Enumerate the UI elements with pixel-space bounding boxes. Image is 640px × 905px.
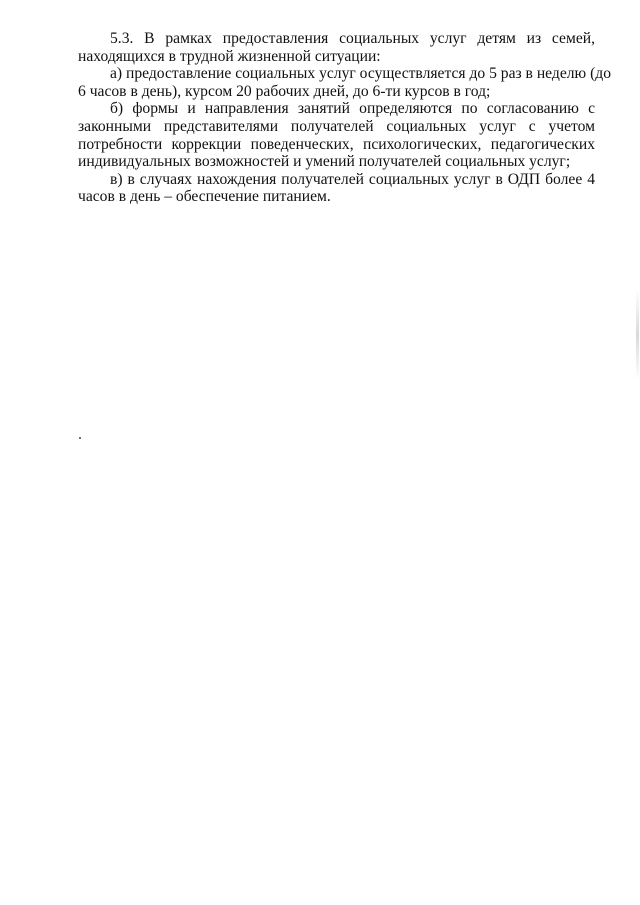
- text-line: а) предоставление социальных услуг осуществляется до 5 раз в неделю (до: [110, 65, 611, 83]
- paragraph-5-3: [78, 30, 595, 65]
- scan-artifact-dot: [79, 437, 81, 439]
- text-line: индивидуальных возможностей и умений получателей социальных услуг;: [78, 153, 571, 171]
- paragraph-v: [78, 171, 595, 206]
- paragraph-a: [78, 65, 611, 100]
- scan-edge-shadow: [636, 290, 639, 380]
- text-line: потребности коррекции поведенческих, психологических, педагогических: [78, 135, 595, 153]
- text-line: 5.3. В рамках предоставления социальных услуг детям из семей,: [110, 30, 595, 47]
- text-line: б) формы и направления занятий определяются по согласованию с: [110, 100, 595, 118]
- text-line: 6 часов в день), курсом 20 рабочих дней, до 6-ти курсов в год;: [78, 82, 491, 100]
- text-line: находящихся в трудной жизненной ситуации:: [78, 47, 381, 65]
- text-line: часов в день – обеспечение питанием.: [78, 188, 331, 206]
- document-body: [78, 30, 611, 206]
- text-line: законными представителями получателей социальных услуг с учетом: [78, 117, 595, 135]
- paragraph-b: [78, 100, 595, 170]
- text-line: в) в случаях нахождения получателей социальных услуг в ОДП более 4: [110, 170, 595, 188]
